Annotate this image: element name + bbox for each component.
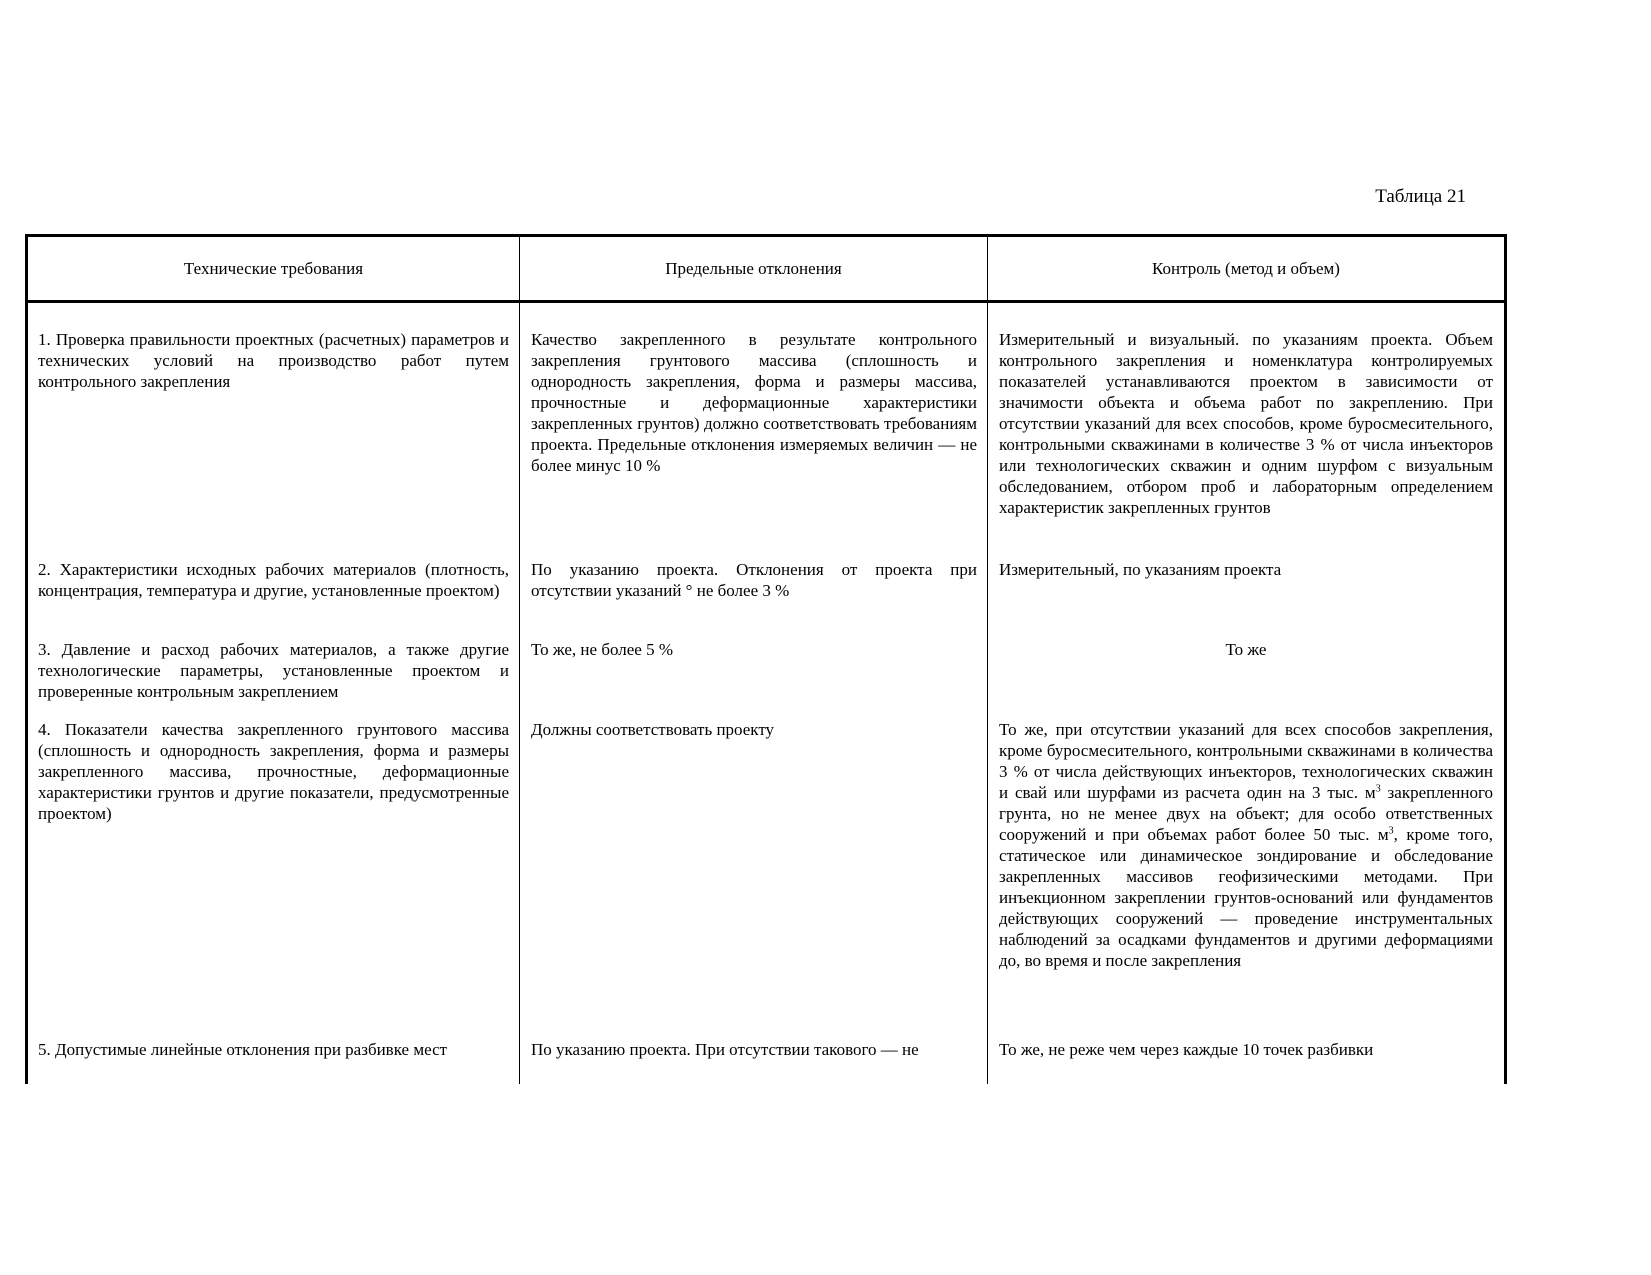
row-4-control-text-2: закрепленного грунта, но не менее двух на объект; для особо ответственных сооружений и при объемах работ более 50 тыс. м [999, 783, 1493, 844]
superscript: 3 [1388, 825, 1394, 837]
requirements-table [25, 234, 1507, 1084]
row-4-control-text-3: , кроме того, статическое или динамическое зондирование и обследование закрепленных массивов геофизическими методами. При инъекционном закреплении грунтов-оснований или фундаментов действующих сооружений — проведение инструментальных наблюдений за осадками фундаментов и другими деформациями до, во время и после закрепления [999, 825, 1493, 970]
column-divider [987, 237, 988, 1084]
row-2-deviation: По указанию проекта. Отклонения от проекта при отсутствии указаний ° не более 3 % [531, 560, 977, 600]
row-3-control: То же [1225, 640, 1267, 659]
row-5-control: То же, не реже чем через каждые 10 точек разбивки [999, 1040, 1374, 1059]
row-4-control [999, 719, 1493, 971]
table-header [28, 237, 1504, 303]
row-4-requirement: 4. Показатели качества закрепленного грунтового массива (сплошность и однородность закрепления, форма и размеры закрепленного массива, прочностные, деформационные характеристики грунтов и другие показатели, предусмотренные проектом) [38, 720, 509, 823]
row-5-deviation: По указанию проекта. При отсутствии такового — не [531, 1040, 919, 1059]
row-3-requirement: 3. Давление и расход рабочих материалов, а также другие технологические параметры, установленные проектом и проверенные контрольным закреплением [38, 640, 509, 701]
row-1-deviation: Качество закрепленного в результате контрольного закрепления грунтового массива (сплошность и однородность закрепления, форма и размеры массива, прочностные и деформационные характеристики закрепленных грунтов) должно соответствовать требованиям проекта. Предельные отклонения измеряемых величин — не более минус 10 % [531, 330, 977, 475]
header-control: Контроль (метод и объем) [1152, 258, 1340, 278]
table-label: Таблица 21 [1375, 186, 1466, 207]
row-4-deviation: Должны соответствовать проекту [531, 720, 775, 739]
header-deviations: Предельные отклонения [665, 258, 842, 278]
row-5-requirement: 5. Допустимые линейные отклонения при разбивке мест [38, 1040, 448, 1059]
column-divider [519, 237, 520, 1084]
row-2-requirement: 2. Характеристики исходных рабочих материалов (плотность, концентрация, температура и другие, установленные проектом) [38, 560, 509, 600]
row-4-control-text-1: То же, при отсутствии указаний для всех способов закрепления, кроме буросмесительного, контрольными скважинами в количества 3 % от числа действующих инъекторов, технологических скважин и свай или шурфами из расчета один на 3 тыс. м [999, 720, 1493, 802]
row-1-control: Измерительный и визуальный. по указаниям проекта. Объем контрольного закрепления и номенклатура контролируемых показателей устанавливаются проектом в зависимости от значимости объекта и объема работ по закреплению. При отсутствии указаний для всех способов, кроме буросмесительного, контрольными скважинами в количестве 3 % от числа инъекторов или технологических скважин и одним шурфом с визуальным обследованием, отбором проб и лабораторным определением характеристик закрепленных грунтов [999, 330, 1493, 517]
superscript: 3 [1375, 783, 1381, 795]
header-requirements: Технические требования [183, 258, 364, 278]
row-3-deviation: То же, не более 5 % [531, 640, 673, 659]
row-2-control: Измерительный, по указаниям проекта [999, 560, 1282, 579]
row-1-requirement: 1. Проверка правильности проектных (расчетных) параметров и технических условий на производство работ путем контрольного закрепления [38, 330, 509, 391]
